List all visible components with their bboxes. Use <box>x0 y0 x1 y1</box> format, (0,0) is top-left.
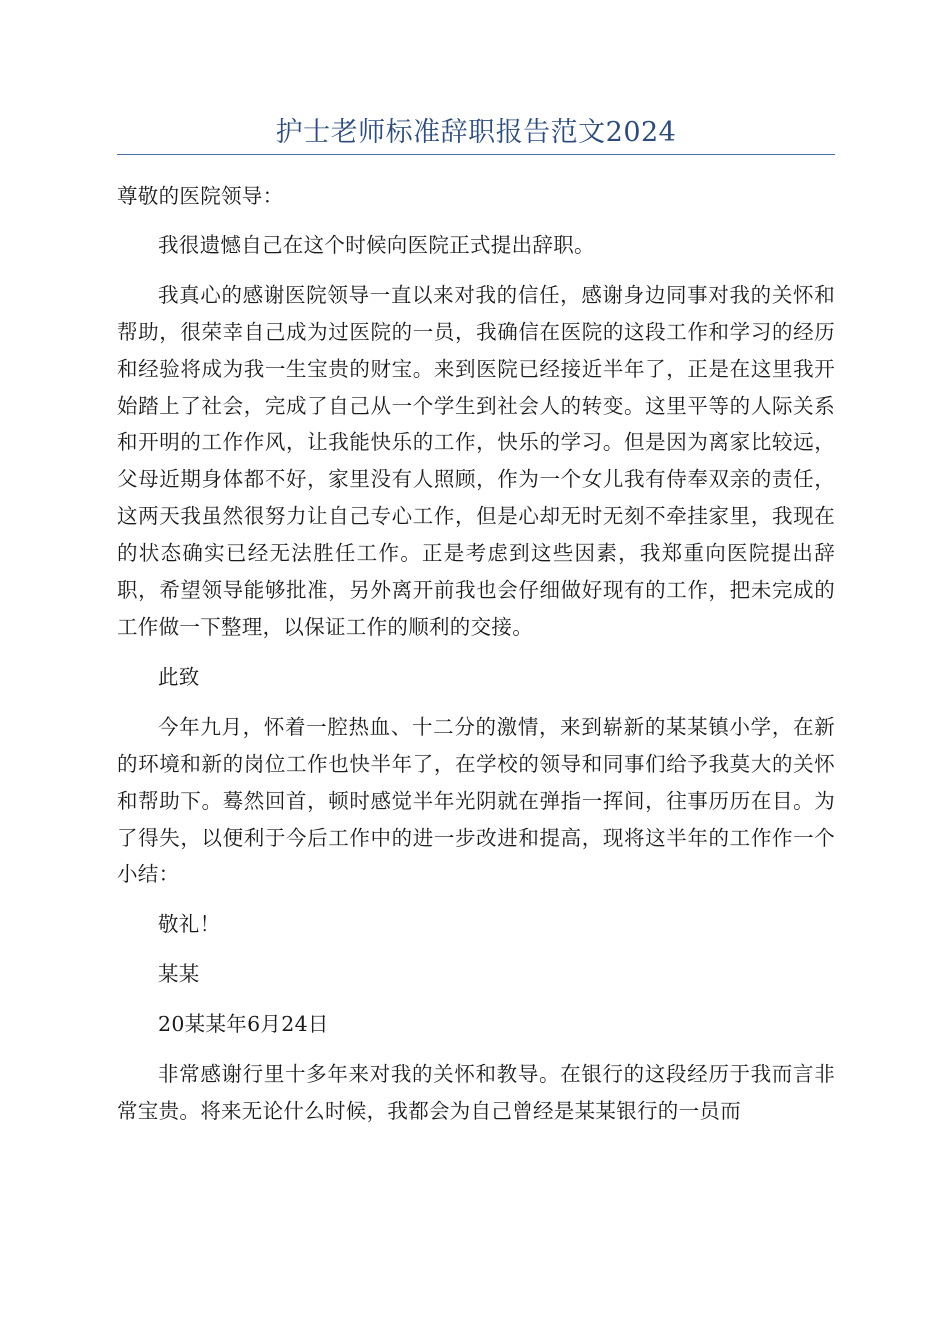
paragraph-3: 今年九月，怀着一腔热血、十二分的激情，来到崭新的某某镇小学，在新的环境和新的岗位工作也快半年了，在学校的领导和同事们给予我莫大的关怀和帮助下。蓦然回首，顿时感觉半年光阴就在弹指一挥间，往事历历在目。为了得失，以便利于今后工作中的进一步改进和提高，现将这半年的工作作一个小结： <box>117 714 835 887</box>
document-body <box>117 178 835 1130</box>
paragraph-4: 非常感谢行里十多年来对我的关怀和教导。在银行的这段经历于我而言非常宝贵。将来无论什么时候，我都会为自己曾经是某某银行的一员而 <box>117 1062 835 1123</box>
document-page <box>117 0 835 1344</box>
paragraph-2: 我真心的感谢医院领导一直以来对我的信任，感谢身边同事对我的关怀和帮助，很荣幸自己成为过医院的一员，我确信在医院的这段工作和学习的经历和经验将成为我一生宝贵的财宝。来到医院已经接近半年了，正是在这里我开始踏上了社会，完成了自己从一个学生到社会人的转变。这里平等的人际关系和开明的工作作风，让我能快乐的工作，快乐的学习。但是因为离家比较远，父母近期身体都不好，家里没有人照顾，作为一个女儿我有侍奉双亲的责任，这两天我虽然很努力让自己专心工作，但是心却无时无刻不牵挂家里，我现在的状态确实已经无法胜任工作。正是考虑到这些因素，我郑重向医院提出辞职，希望领导能够批准，另外离开前我也会仔细做好现有的工作，把未完成的工作做一下整理，以保证工作的顺利的交接。 <box>117 282 835 639</box>
paragraph-1: 我很遗憾自己在这个时候向医院正式提出辞职。 <box>158 232 595 257</box>
title-underline <box>117 154 835 155</box>
closing-phrase: 此致 <box>158 664 200 689</box>
signature-date: 20某某年6月24日 <box>158 1012 329 1037</box>
salutation: 尊敬的医院领导： <box>117 184 284 208</box>
document-title: 护士老师标准辞职报告范文2024 <box>275 117 677 148</box>
signature-name: 某某 <box>158 962 200 987</box>
closing-salute: 敬礼！ <box>158 912 221 937</box>
